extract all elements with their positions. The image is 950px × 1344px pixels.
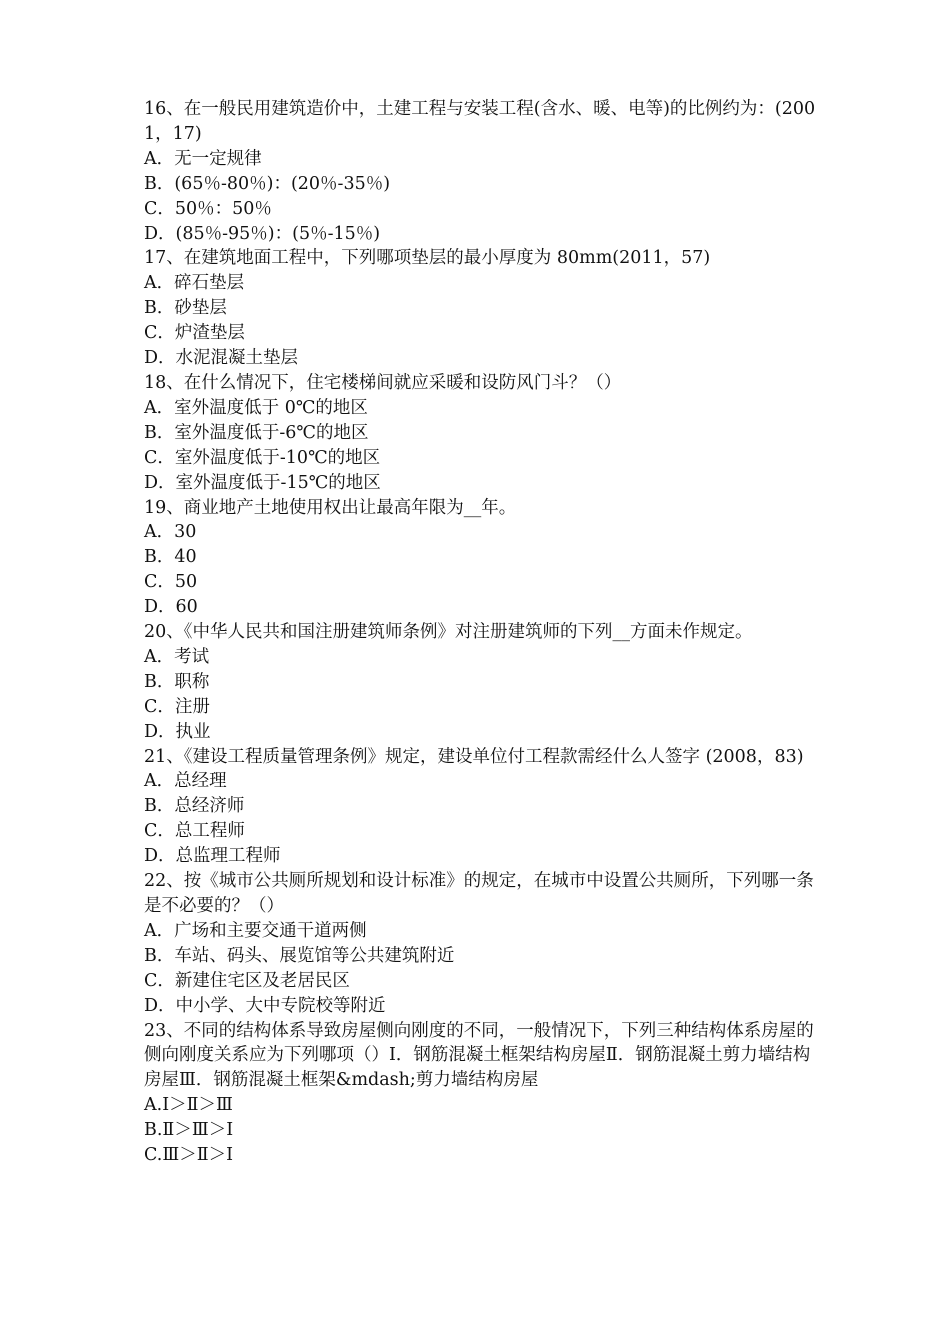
question-21 <box>144 745 820 870</box>
option-b: B．(65％-80％)：(20％-35％) <box>144 173 391 194</box>
question-list <box>144 97 820 1168</box>
option-d: D．总监理工程师 <box>144 846 281 867</box>
question-text: 18、在什么情况下，住宅楼梯间就应采暖和设防风门斗？（） <box>144 372 622 393</box>
question-23 <box>144 1019 820 1168</box>
question-text: 22、按《城市公共厕所规划和设计标准》的规定，在城市中设置公共厕所，下列哪一条是不必要的？（） <box>144 871 814 916</box>
question-18 <box>144 371 820 496</box>
question-text: 19、商业地产土地使用权出让最高年限为__年。 <box>144 497 517 518</box>
question-17 <box>144 246 820 371</box>
option-d: D．室外温度低于-15℃的地区 <box>144 472 381 493</box>
option-c: C．室外温度低于-10℃的地区 <box>144 447 381 468</box>
option-d: D．(85％-95％)：(5％-15％) <box>144 223 381 244</box>
option-b: B．室外温度低于-6℃的地区 <box>144 422 369 443</box>
option-c: C．炉渣垫层 <box>144 323 245 344</box>
question-text: 21、《建设工程质量管理条例》规定，建设单位付工程款需经什么人签字 (2008，83) <box>144 746 804 767</box>
question-text: 20、《中华人民共和国注册建筑师条例》对注册建筑师的下列__方面未作规定。 <box>144 622 753 643</box>
option-b: B．砂垫层 <box>144 298 227 319</box>
option-b: B．总经济师 <box>144 796 245 817</box>
option-d: D．中小学、大中专院校等附近 <box>144 995 386 1016</box>
option-b: B.Ⅱ＞Ⅲ＞Ⅰ <box>144 1120 234 1141</box>
question-text: 16、在一般民用建筑造价中，土建工程与安装工程(含水、暖、电等)的比例约为：(2001，17) <box>144 99 816 144</box>
option-c: C．50 <box>144 572 198 593</box>
option-a: A．30 <box>144 522 197 543</box>
question-16 <box>144 97 820 246</box>
option-c: C．50％：50％ <box>144 198 272 219</box>
question-20 <box>144 620 820 745</box>
question-text: 17、在建筑地面工程中，下列哪项垫层的最小厚度为 80mm(2011，57) <box>144 248 711 269</box>
option-c: C．新建住宅区及老居民区 <box>144 970 350 991</box>
option-d: D．水泥混凝土垫层 <box>144 348 299 369</box>
option-b: B．职称 <box>144 671 210 692</box>
question-19 <box>144 496 820 621</box>
option-d: D．60 <box>144 597 198 618</box>
option-b: B．车站、码头、展览馆等公共建筑附近 <box>144 945 455 966</box>
option-a: A．室外温度低于 0℃的地区 <box>144 397 368 418</box>
option-a: A．无一定规律 <box>144 148 262 169</box>
option-b: B．40 <box>144 547 197 568</box>
option-a: A．碎石垫层 <box>144 273 245 294</box>
option-a: A．考试 <box>144 646 210 667</box>
option-a: A.Ⅰ＞Ⅱ＞Ⅲ <box>144 1095 233 1116</box>
option-a: A．总经理 <box>144 771 227 792</box>
option-d: D．执业 <box>144 721 211 742</box>
option-c: C．注册 <box>144 696 210 717</box>
question-22 <box>144 869 820 1018</box>
option-a: A．广场和主要交通干道两侧 <box>144 920 367 941</box>
option-c: C．总工程师 <box>144 821 245 842</box>
question-text: 23、不同的结构体系导致房屋侧向刚度的不同，一般情况下，下列三种结构体系房屋的侧向刚度关系应为下列哪项（）Ⅰ．钢筋混凝土框架结构房屋Ⅱ．钢筋混凝土剪力墙结构房屋Ⅲ．钢筋混凝土框架&mdash;剪力墙结构房屋 <box>144 1020 814 1091</box>
option-c: C.Ⅲ＞Ⅱ＞Ⅰ <box>144 1145 234 1166</box>
